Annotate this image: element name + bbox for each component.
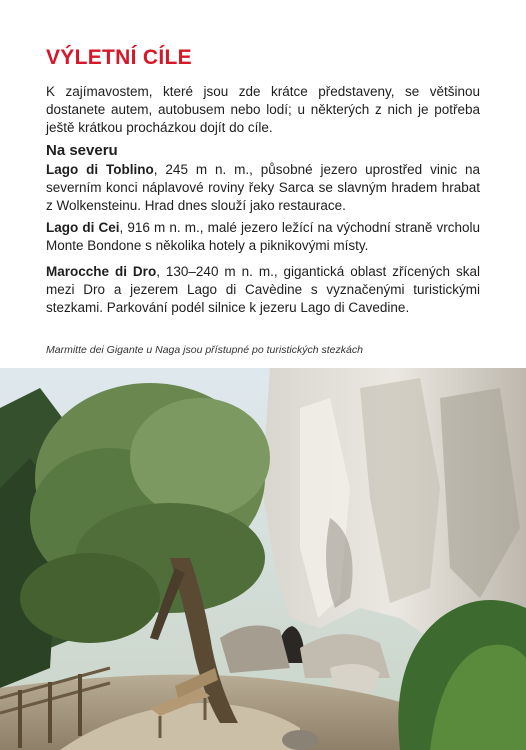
section-heading: Na severu (46, 142, 118, 159)
entry-name: Lago di Toblino (46, 162, 154, 177)
entry-name: Lago di Cei (46, 220, 120, 235)
entry-lago-di-toblino (46, 161, 480, 215)
photo-caption: Marmitte dei Gigante u Naga jsou přístupné po turistických stezkách (46, 344, 363, 356)
entry-text: , 916 m n. m., malé jezero ležící na východní straně vrcholu Monte Bondone s několika hotely a piknikovými místy. (46, 220, 480, 253)
entry-lago-di-cei (46, 219, 480, 255)
rock-landscape-photo (0, 368, 526, 750)
entry-marocche-di-dro (46, 263, 480, 317)
entry-name: Marocche di Dro (46, 264, 157, 279)
entry-text: , 130–240 m n. m., gigantická oblast zřícených skal mezi Dro a jezerem Lago di Cavèdine s vyznačenými turistickými stezkami. Parkování podél silnice k jezeru Lago di Cavedine. (46, 264, 480, 315)
page-title: VÝLETNÍ CÍLE (46, 46, 192, 69)
entry-text: , 245 m n. m., působné jezero uprostřed vinic na severním konci náplavové roviny řeky Sarca se slavným hradem hrabat z Wolkensteinu. Hrad dnes slouží jako restaurace. (46, 162, 481, 213)
intro-paragraph: K zajímavostem, které jsou zde krátce představeny, se většinou dostanete autem, autobusem nebo lodí; u některých z nich je potřeba ještě krátkou procházkou dojít do cíle. (46, 84, 480, 135)
